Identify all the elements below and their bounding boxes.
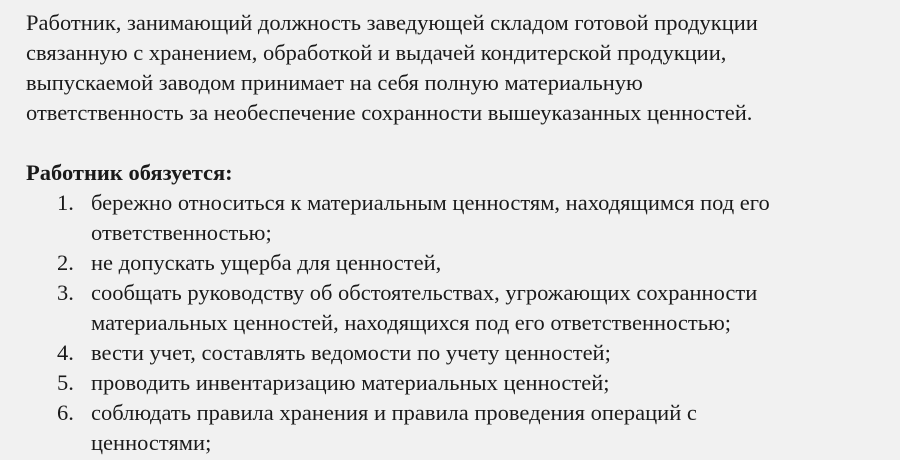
list-item-number: 3. (57, 280, 74, 305)
intro-line: связанную с хранением, обработкой и выдачей кондитерской продукции, (26, 40, 727, 65)
list-item (26, 368, 880, 398)
list-item-text: ответственностью; (91, 220, 272, 245)
paragraph-spacer (26, 128, 880, 158)
list-item-text: вести учет, составлять ведомости по учету ценностей; (91, 340, 611, 365)
list-item-number: 4. (57, 340, 74, 365)
list-item-number: 5. (57, 370, 74, 395)
list-item (26, 248, 880, 278)
intro-paragraph (26, 8, 880, 128)
list-item-text: сообщать руководству об обстоятельствах, угрожающих сохранности (91, 280, 758, 305)
duties-heading: Работник обязуется: (26, 160, 233, 185)
list-item (26, 188, 880, 248)
list-item-text: материальных ценностей, находящихся под его ответственностью; (91, 310, 732, 335)
list-item-text: соблюдать правила хранения и правила проведения операций с (91, 400, 697, 425)
list-item-text: бережно относиться к материальным ценностям, находящимся под его (91, 190, 770, 215)
intro-line: ответственность за необеспечение сохранности вышеуказанных ценностей. (26, 100, 753, 125)
duties-list (26, 188, 880, 458)
list-item (26, 278, 880, 338)
list-item (26, 338, 880, 368)
list-item-text: проводить инвентаризацию материальных ценностей; (91, 370, 610, 395)
list-item-text: ценностями; (91, 430, 212, 455)
list-item-number: 6. (57, 400, 74, 425)
list-item-text: не допускать ущерба для ценностей, (91, 250, 442, 275)
intro-line: выпускаемой заводом принимает на себя полную материальную (26, 70, 643, 95)
list-item (26, 398, 880, 458)
list-item-number: 2. (57, 250, 74, 275)
list-item-number: 1. (57, 190, 74, 215)
intro-line: Работник, занимающий должность заведующей складом готовой продукции (26, 10, 758, 35)
